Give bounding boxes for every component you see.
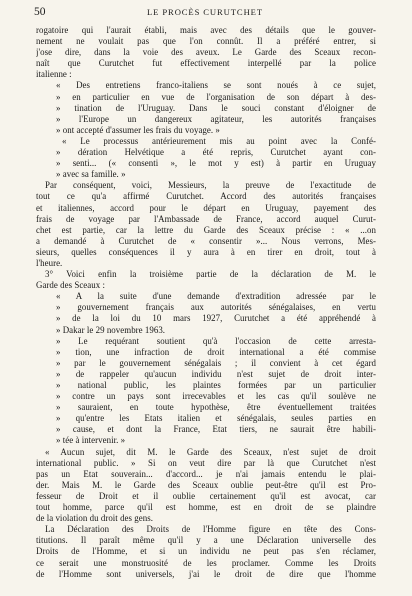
text-line: l'heure.	[36, 257, 63, 268]
text-line: » tée à intervenir. »	[56, 435, 126, 446]
text-line: tout ce qu'a affirmé Curutchet. Accord des autorités françaises	[36, 191, 376, 202]
text-line: « Le processus antérieurement mis au point avec la Confé-	[62, 135, 376, 146]
text-line: » tion, une infraction de droit international a été commise	[56, 346, 376, 357]
text-line: » contre un pays sont irrecevables et les cas qu'il soulève ne	[56, 391, 376, 402]
text-line: » national public, les plaintes formées par un particulier	[56, 380, 376, 390]
page-header	[34, 6, 376, 20]
text-line: Garde des Sceaux :	[36, 280, 105, 291]
text-line: » de la loi du 10 mars 1927, Curutchet a été appréhendé à	[56, 313, 376, 324]
text-line: rogatoire qui l'aurait établi, mais avec des détails que le gouver-	[36, 25, 376, 35]
text-line: « Des entretiens franco-italiens se sont noués à ce sujet,	[56, 80, 376, 91]
text-line: frais de voyage par l'Ambassade de France, accord auquel Curut-	[36, 213, 376, 224]
text-line: Par conséquent, voici, Messieurs, la preuve de l'exactitude de	[45, 180, 376, 191]
text-line: » gouvernement français aux autorités sénégalaises, en vertu	[56, 302, 376, 313]
text-line: international public. » Si on veut dire par là que Curutchet n'est	[36, 457, 376, 468]
text-line: » de rappeler qu'aucun individu n'est sujet de droit inter-	[56, 368, 376, 379]
text-line: et italiennes, accord pour le départ en Uruguay, payement des	[36, 202, 376, 213]
text-line: Droits de l'Homme, et si un individu ne peut pas s'en réclamer,	[36, 546, 376, 557]
text-line: » Le requérant soutient qu'à l'occasion de cette arresta-	[56, 335, 376, 346]
text-line: de la violation du droit des gens.	[36, 513, 153, 524]
text-line: de l'Homme sont universels, j'ai le droit de dire que l'homme	[36, 568, 376, 579]
text-line: j'ose dire, dans la voie des aveux. Le Garde des Sceaux recon-	[36, 47, 376, 58]
text-line: ce serait une monstruosité de les proclamer. Comme les Droits	[36, 557, 376, 568]
text-line: pas un Etat souverain... d'accord... je n'ai jamais entendu le plai-	[36, 468, 376, 479]
text-line: italienne :	[36, 69, 72, 80]
text-line: » qu'entre les Etats italien et sénégalais, seules parties en	[56, 413, 376, 424]
text-line: 3° Voici enfin la troisième partie de la déclaration de M. le	[45, 269, 376, 280]
text-line: chet est partie, car la lettre du Garde des Sceaux précise : « ...on	[36, 224, 376, 235]
text-line: a demandé à Curutchet de « consentir »... Nous verrons, Mes-	[36, 235, 376, 246]
body-text	[36, 25, 376, 587]
text-line: » senti... (« consenti », le mot y est) à partir en Uruguay	[56, 158, 376, 169]
text-line: » avec sa famille. »	[56, 169, 126, 180]
text-line: » Dakar le 29 novembre 1963.	[56, 324, 166, 335]
text-line: » par le gouvernement sénégalais ; il convient à cet égard	[56, 357, 376, 368]
text-line: nement ne voulait pas que l'on connût. Il a préféré entrer, si	[36, 36, 376, 47]
running-head: LE PROCÈS CURUTCHET	[147, 7, 263, 17]
text-line: La Déclaration des Droits de l'Homme figure en tête des Cons-	[45, 524, 376, 535]
text-line: « A la suite d'une demande d'extradition adressée par le	[56, 291, 376, 302]
text-line: » dération Helvétique a été repris, Curutchet ayant con-	[56, 147, 376, 158]
text-line: « Aucun sujet, dit M. le Garde des Sceaux, n'est sujet de droit	[45, 446, 376, 457]
text-line: tout homme, parce qu'il est homme, est en droit de se plaindre	[36, 502, 376, 513]
text-line: » l'Europe un dangereux agitateur, les autorités françaises	[56, 113, 376, 124]
text-line: » sauraient, en toute hypothèse, être éventuellement traitées	[56, 402, 376, 413]
text-line: sieurs, quelles conséquences il y aura à en tirer en droit, tout à	[36, 246, 376, 257]
text-line: fesseur de Droit et il oublie certainement qu'il est avocat, car	[36, 490, 376, 501]
text-line: der. Mais M. le Garde des Sceaux oublie peut-être qu'il est Pro-	[36, 479, 376, 490]
text-line: » ont accepté d'assumer les frais du voyage. »	[56, 124, 220, 135]
text-line: » tination de l'Uruguay. Dans le souci constant d'éloigner de	[56, 102, 376, 113]
text-line: titutions. Il paraît même qu'il y a une Déclaration universelle des	[36, 535, 376, 546]
text-line: » cause, et dont la France, Etat tiers, ne saurait être habili-	[56, 424, 376, 435]
text-line: naît que Curutchet fut effectivement interpellé par la police	[36, 58, 376, 69]
page-number: 50	[34, 6, 46, 18]
text-line: » en particulier en vue de l'organisation de son départ à des-	[56, 91, 376, 102]
